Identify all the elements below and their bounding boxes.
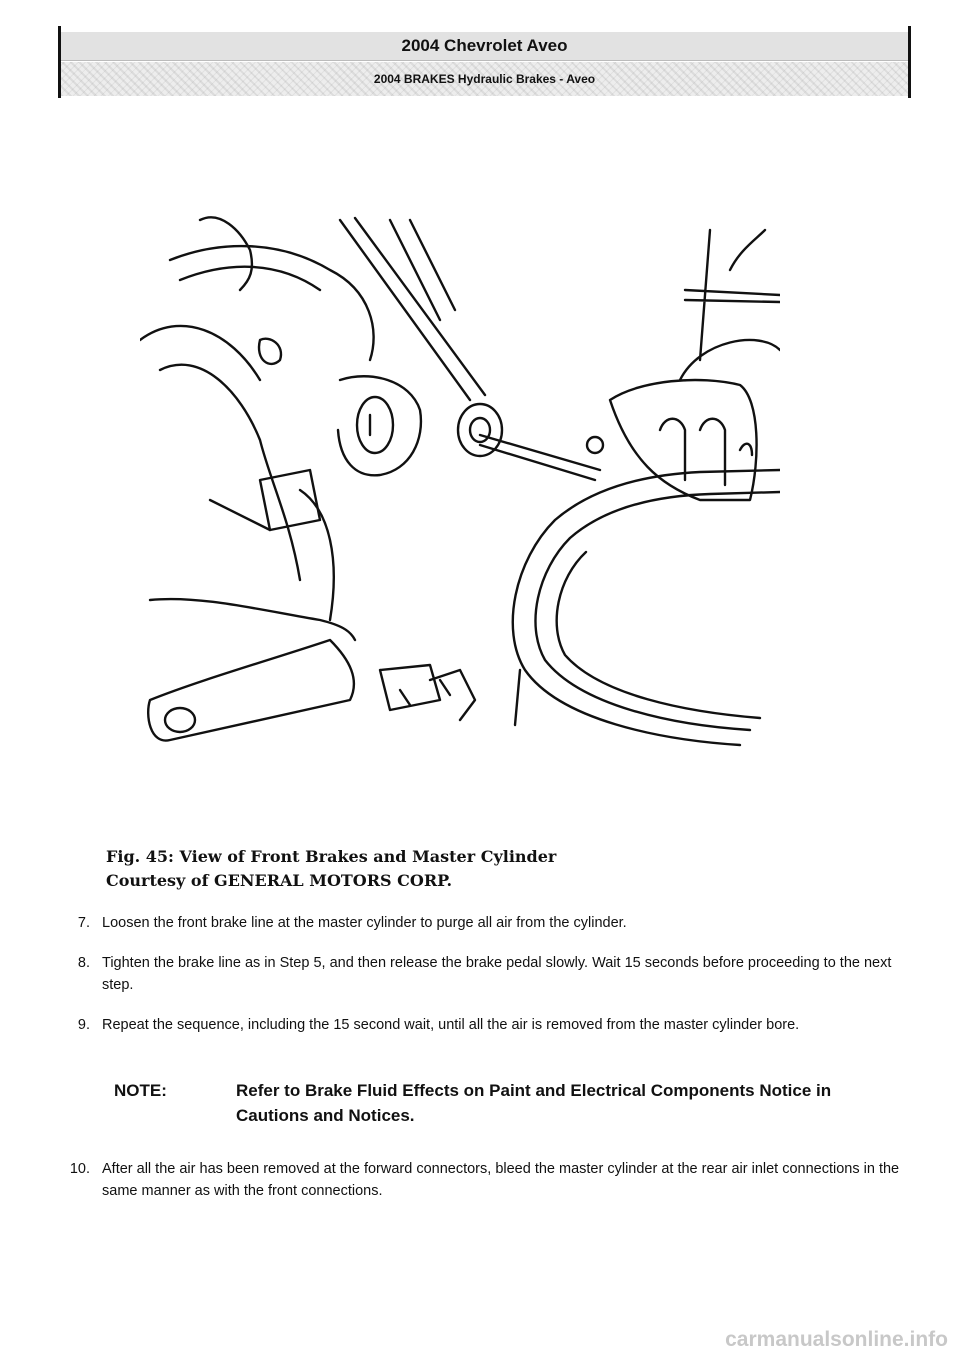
watermark-url: carmanualsonline.info [725, 1328, 948, 1351]
upper-left-clip [200, 217, 252, 290]
lower-bracket-2 [400, 680, 450, 705]
mount-bolt [259, 339, 281, 364]
brake-line-2 [390, 220, 455, 320]
step-text: Repeat the sequence, including the 15 second wait, until all the air is removed from the master cylinder bore. [102, 1017, 800, 1033]
tube-end [165, 708, 195, 732]
bleeder-nut [587, 437, 603, 453]
page-header [58, 26, 911, 98]
fitting-ring-2 [470, 418, 490, 442]
fitting-ring-1 [458, 404, 502, 456]
brake-line-1 [340, 218, 485, 400]
fitting-ring-3 [357, 397, 393, 453]
step-text: Tighten the brake line as in Step 5, and then release the brake pedal slowly. Wait 15 seconds before proceeding to the next step. [102, 955, 892, 993]
brake-booster-inner-rim [535, 492, 780, 730]
top-right-line-1 [685, 230, 780, 360]
brake-master-cylinder-illustration [140, 200, 780, 790]
left-hose-curve-2 [140, 326, 260, 380]
step-number: 8. [77, 955, 90, 971]
document-title: 2004 Chevrolet Aveo [61, 32, 908, 61]
lower-bracket [380, 665, 475, 720]
caption-title: Fig. 45: View of Front Brakes and Master Cylinder [106, 847, 557, 866]
step-number: 7. [77, 915, 90, 931]
lower-left-tube [148, 640, 354, 741]
sensor-body [338, 376, 421, 475]
reservoir-cap [680, 340, 780, 380]
step-text: Loosen the front brake line at the master cylinder to purge all air from the cylinder. [102, 915, 627, 931]
figure-caption [106, 845, 806, 893]
note-text: Refer to Brake Fluid Effects on Paint and Electrical Components Notice in Cautions and Notices. [236, 1081, 832, 1125]
top-right-line-2 [730, 230, 765, 270]
note-label: NOTE: [114, 1081, 167, 1100]
step-text: After all the air has been removed at the forward connectors, bleed the master cylinder at the rear air inlet connections in the same manner as with the front connections. [102, 1161, 900, 1199]
push-rod [480, 435, 600, 470]
center-lead [515, 670, 520, 725]
step-number: 9. [77, 1017, 90, 1033]
brake-booster-outline [513, 470, 780, 745]
left-hose-curve-1 [160, 365, 300, 580]
upper-hose [170, 246, 374, 360]
section-subtitle: 2004 BRAKES Hydraulic Brakes - Aveo [61, 62, 908, 96]
line-drawing [140, 200, 780, 790]
caption-credit: Courtesy of GENERAL MOTORS CORP. [106, 871, 453, 890]
step-number: 10. [69, 1161, 90, 1177]
